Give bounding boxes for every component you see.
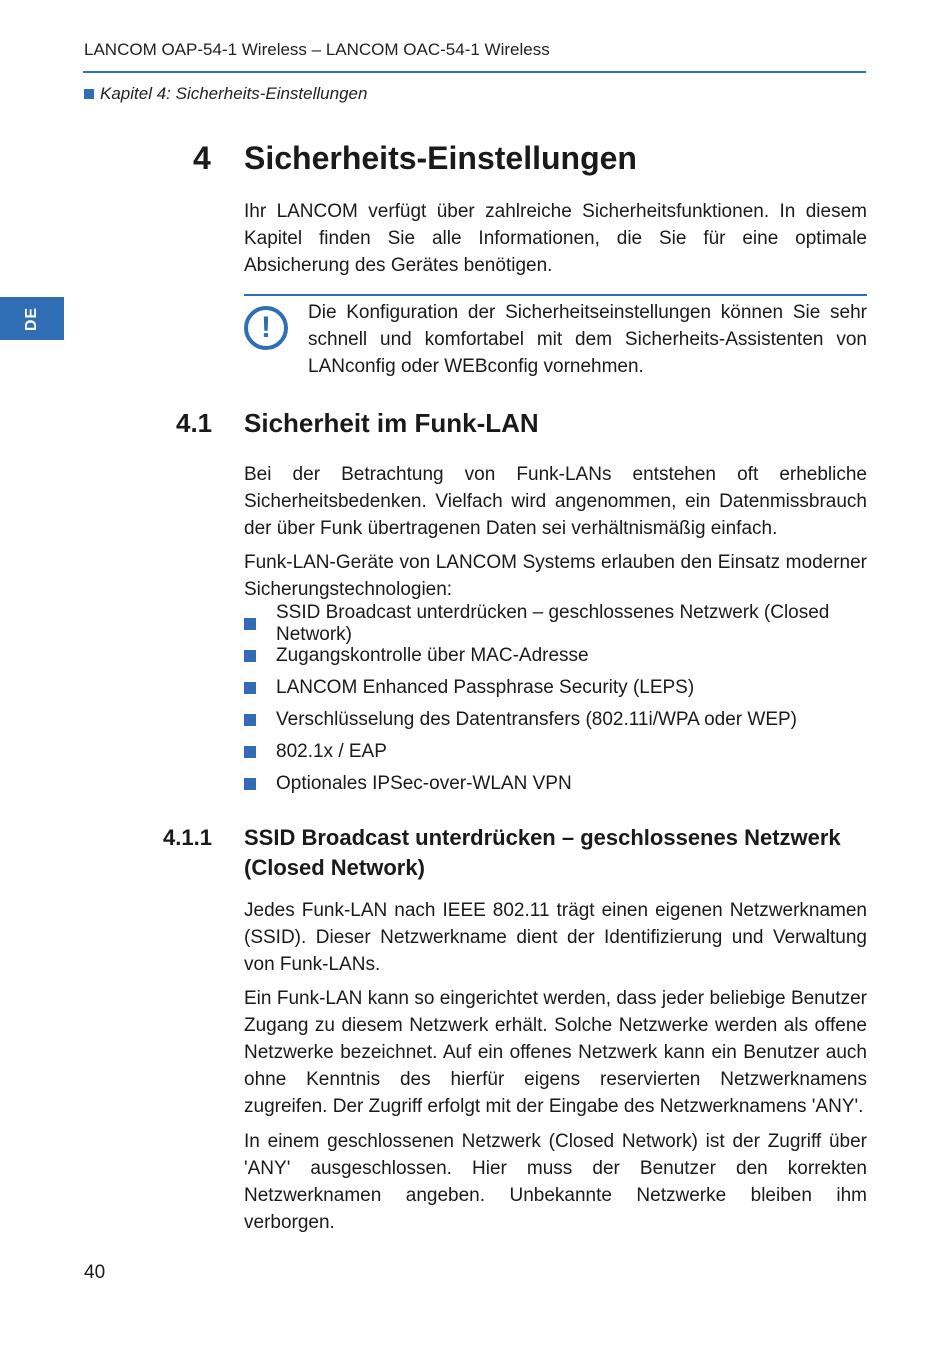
section-4-1-paragraph-2: Funk-LAN-Geräte von LANCOM Systems erlauben den Einsatz moderner Sicherungstechnologien: [244, 552, 867, 600]
square-bullet-icon [244, 746, 256, 758]
note-text: Die Konfiguration der Sicherheitseinstellungen können Sie sehr schnell und komfortabel mit dem Sicherheits-Assistenten von LANconfig oder WEBconfig vornehmen. [308, 302, 867, 377]
square-bullet-icon [244, 618, 256, 630]
list-item: Optionales IPSec-over-WLAN VPN [244, 768, 867, 800]
page-number: 40 [84, 1262, 106, 1283]
list-item: Verschlüsselung des Datentransfers (802.11i/WPA oder WEP) [244, 704, 867, 736]
square-bullet-icon [244, 714, 256, 726]
header-divider [83, 71, 866, 73]
section-4-1-number: 4.1 [176, 408, 213, 438]
section-4-1-1-paragraph-2: Ein Funk-LAN kann so eingerichtet werden, dass jeder beliebige Benutzer Zugang zu diesem Netzwerk erhält. Solche Netzwerke werden als offene Netzwerke bezeichnet. Auf ein offenes Netzwerk kann ein Benutzer auch ohne Kenntnis des hierfür eigens reservierten Netzwerknamens zugreifen. Der Zugriff erfolgt mit der Eingabe des Netzwerknamens 'ANY'. [244, 988, 867, 1117]
list-item: SSID Broadcast unterdrücken – geschlossenes Netzwerk (Closed Network) [244, 608, 867, 640]
section-4-1-paragraph-1: Bei der Betrachtung von Funk-LANs entstehen oft erhebliche Sicherheitsbedenken. Vielfach wird angenommen, ein Datenmissbrauch der über Funk übertragenen Daten sei verhältnismäßig einfach. [244, 464, 867, 539]
section-4-number: 4 [193, 140, 211, 176]
language-tab [0, 297, 64, 340]
square-bullet-icon [244, 650, 256, 662]
list-item: LANCOM Enhanced Passphrase Security (LEPS) [244, 672, 867, 704]
square-bullet-icon [244, 778, 256, 790]
list-item: Zugangskontrolle über MAC-Adresse [244, 640, 867, 672]
square-bullet-icon [84, 89, 94, 99]
running-header-title: LANCOM OAP-54-1 Wireless – LANCOM OAC-54-1 Wireless [84, 40, 550, 59]
section-4-1-1-paragraph-3: In einem geschlossenen Netzwerk (Closed Network) ist der Zugriff über 'ANY' ausgeschlossen. Hier muss der Benutzer den korrekten Netzwerknamen angeben. Unbekannte Netzwerke bleiben ihm verborgen. [244, 1131, 867, 1233]
section-4-1-title: Sicherheit im Funk-LAN [244, 408, 539, 438]
section-4-title: Sicherheits-Einstellungen [244, 140, 637, 176]
section-4-1-1-title: SSID Broadcast unterdrücken – geschlossenes Netzwerk (Closed Network) [244, 825, 841, 880]
running-header-chapter [84, 84, 367, 104]
section-4-intro: Ihr LANCOM verfügt über zahlreiche Sicherheitsfunktionen. In diesem Kapitel finden Sie alle Informationen, die Sie für eine optimale Absicherung des Gerätes benötigen. [244, 201, 867, 276]
section-4-1-1-paragraph-1: Jedes Funk-LAN nach IEEE 802.11 trägt einen eigenen Netzwerknamen (SSID). Dieser Netzwerkname dient der Identifizierung und Verwaltung von Funk-LANs. [244, 900, 867, 975]
language-tab-label: DE [22, 306, 40, 331]
note-divider [244, 294, 867, 296]
exclamation-icon: ! [244, 306, 288, 350]
section-4-1-1-number: 4.1.1 [163, 825, 212, 850]
chapter-label: Kapitel 4: Sicherheits-Einstellungen [100, 84, 368, 103]
security-feature-list [244, 602, 867, 800]
square-bullet-icon [244, 682, 256, 694]
list-item: 802.1x / EAP [244, 736, 867, 768]
